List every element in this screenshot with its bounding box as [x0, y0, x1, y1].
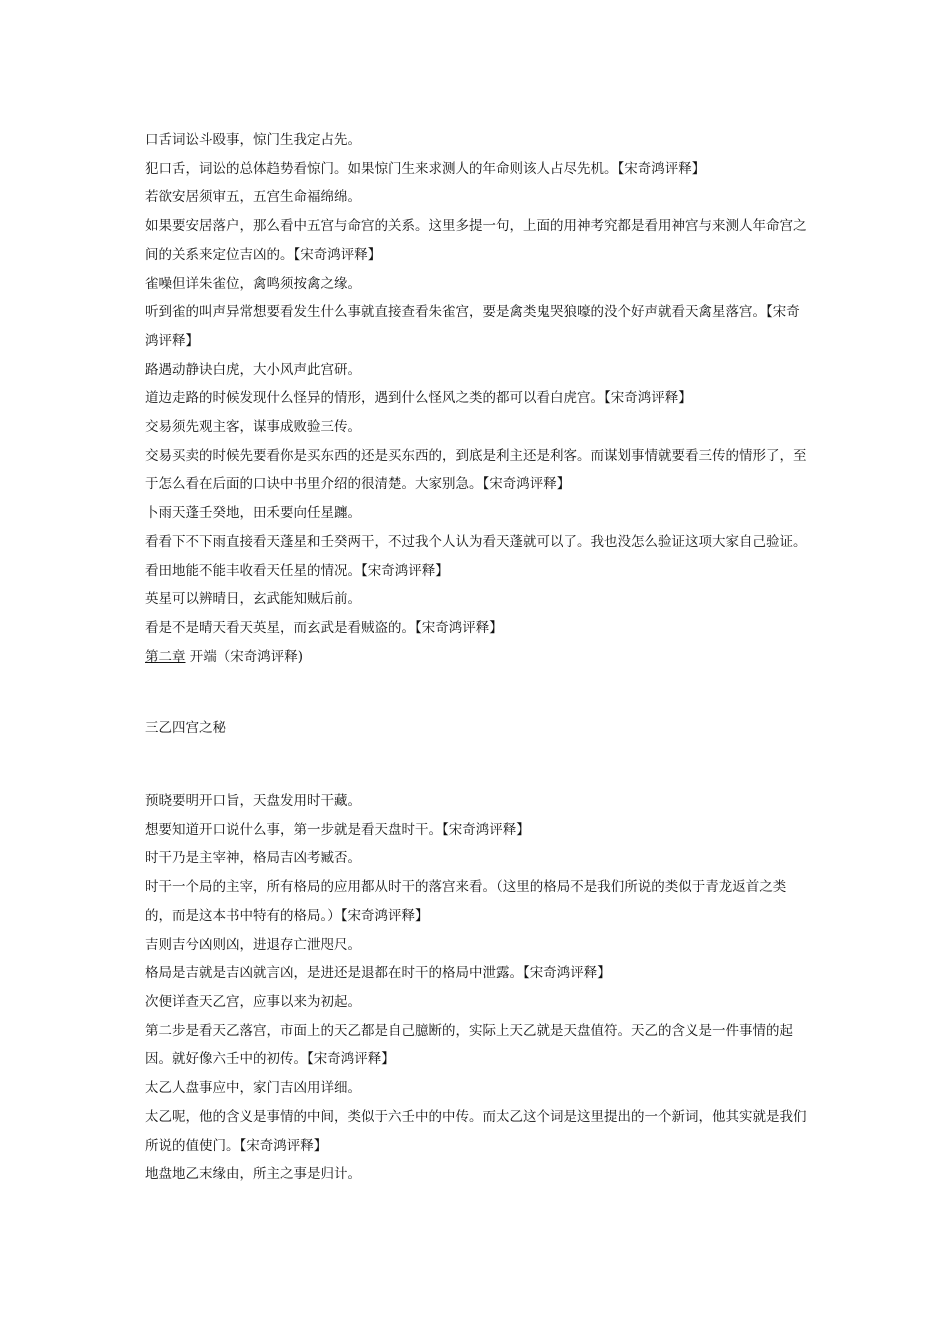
spacer — [145, 671, 810, 714]
commentary-paragraph: 听到雀的叫声异常想要看发生什么事就直接查看朱雀宫，要是禽类鬼哭狼嚎的没个好声就看天禽星落宫。【宋奇鸿评释】 — [145, 304, 800, 349]
section-title: 三乙四宫之秘 — [145, 720, 226, 737]
commentary-paragraph: 交易买卖的时候先要看你是买东西的还是买东西的，到底是利主还是利客。而谋划事情就要看三传的情形了，至于怎么看在后面的口诀中书里介绍的很清楚。大家别急。【宋奇鸿评释】 — [145, 447, 807, 493]
commentary-paragraph: 看看下不下雨直接看天蓬星和壬癸两干，不过我个人认为看天蓬就可以了。我也没怎么验证这项大家自己验证。看田地能不能丰收看天任星的情况。【宋奇鸿评释】 — [145, 533, 807, 579]
verse-line: 口舌词讼斗殴事，惊门生我定占先。 — [145, 132, 361, 148]
verse-line: 预晓要明开口旨，天盘发用时干藏。 — [145, 793, 361, 810]
verse-line: 时干乃是主宰神，格局吉凶考臧否。 — [145, 850, 361, 867]
spacer — [145, 743, 810, 787]
commentary-paragraph: 犯口舌，词讼的总体趋势看惊门。如果惊门生来求测人的年命则该人占尽先机。【宋奇鸿评释】 — [145, 160, 706, 177]
commentary-paragraph: 道边走路的时候发现什么怪异的情形，遇到什么怪风之类的都可以看白虎宫。【宋奇鸿评释】 — [145, 390, 692, 407]
verse-line: 吉则吉兮凶则凶，进退存亡泄咫尺。 — [145, 936, 361, 953]
commentary-paragraph: 第二步是看天乙落宫，市面上的天乙都是自己臆断的，实际上天乙就是天盘值符。天乙的含义是一件事情的起因。就好像六壬中的初传。【宋奇鸿评释】 — [145, 1022, 793, 1068]
commentary-paragraph: 想要知道开口说什么事，第一步就是看天盘时干。【宋奇鸿评释】 — [145, 821, 530, 838]
verse-line: 交易须先观主客，谋事成败验三传。 — [145, 419, 361, 436]
verse-line: 地盘地乙末缘由，所主之事是归计。 — [145, 1166, 361, 1183]
commentary-paragraph: 时干一个局的主宰，所有格局的应用都从时干的落宫来看。（这里的格局不是我们所说的类似于青龙返首之类的，而是这本书中特有的格局。）【宋奇鸿评释】 — [145, 879, 787, 924]
text-block-1 — [145, 126, 810, 643]
text-block-2 — [145, 787, 810, 1189]
commentary-paragraph: 如果要安居落户，那么看中五宫与命宫的关系。这里多提一句，上面的用神考究都是看用神宫与来测人年命宫之间的关系来定位吉凶的。【宋奇鸿评释】 — [145, 218, 807, 263]
chapter-heading-rest: 开端（宋奇鸿评释) — [185, 648, 304, 665]
chapter-heading — [145, 643, 810, 672]
commentary-paragraph: 格局是吉就是吉凶就言凶，是进还是退都在时干的格局中泄露。【宋奇鸿评释】 — [145, 965, 611, 982]
chapter-link[interactable]: 第二章 — [145, 648, 186, 665]
verse-line: 卜雨天蓬壬癸地，田禾要向任星躔。 — [145, 505, 361, 522]
commentary-paragraph: 太乙呢，他的含义是事情的中间，类似于六壬中的中传。而太乙这个词是这里提出的一个新词，他其实就是我们所说的值使门。【宋奇鸿评释】 — [145, 1108, 807, 1154]
verse-line: 次便详查天乙宫，应事以来为初起。 — [145, 993, 361, 1010]
verse-line: 太乙人盘事应中，家门吉凶用详细。 — [145, 1080, 361, 1097]
document-page — [145, 126, 810, 1189]
commentary-paragraph: 看是不是晴天看天英星，而玄武是看贼盗的。【宋奇鸿评释】 — [145, 619, 503, 636]
verse-line: 若欲安居须审五，五宫生命福绵绵。 — [145, 189, 361, 206]
verse-line: 雀噪但详朱雀位，禽鸣须按禽之缘。 — [145, 275, 361, 292]
verse-line: 英星可以辨晴日，玄武能知贼后前。 — [145, 591, 361, 608]
verse-line: 路遇动静诀白虎，大小风声此宫研。 — [145, 361, 361, 378]
